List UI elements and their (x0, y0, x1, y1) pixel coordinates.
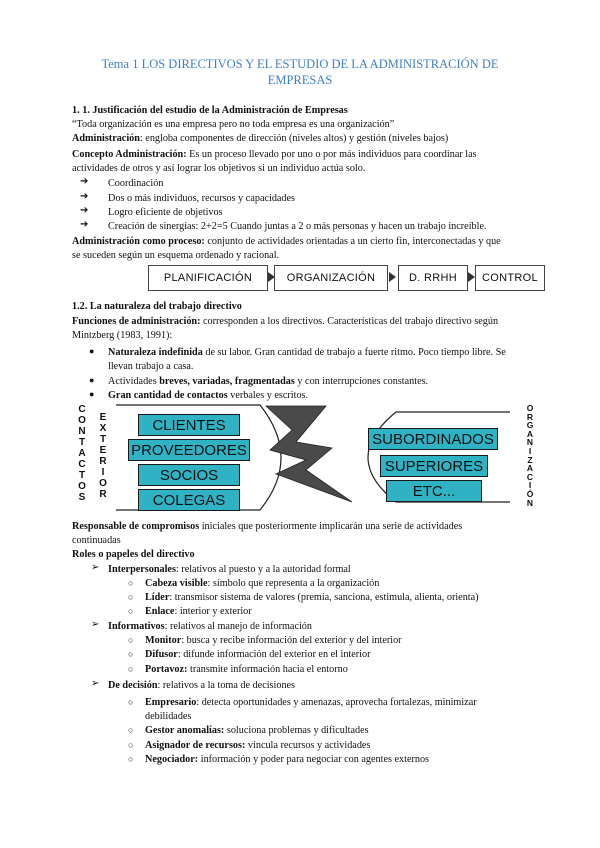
functions-line-2: Mintzberg (1983, 1991): (72, 330, 173, 341)
role-item-cont: debilidades (145, 711, 192, 722)
characteristic-1: Naturaleza indefinida de su labor. Gran cantidad de trabajo a fuerte ritmo. Poco tiempo libre. Se (108, 347, 506, 358)
circle-bullet-icon: ○ (128, 754, 134, 764)
lightning-bolt-icon (266, 406, 352, 502)
role-item: Difusor: difunde información del exterior en el interior (145, 649, 371, 660)
admin-definition: Administración: engloba componentes de dirección (niveles altos) y gestión (niveles bajos) (72, 133, 449, 144)
title-line-2: EMPRESAS (267, 73, 333, 87)
title-line-1: Tema 1 LOS DIRECTIVOS Y EL ESTUDIO DE LA ADMINISTRACIÓN DE (101, 57, 499, 71)
quote: “Toda organización es una empresa pero no toda empresa es una organización” (72, 119, 395, 130)
arrow-item: Coordinación (108, 178, 164, 189)
circle-bullet-icon: ○ (128, 649, 134, 659)
process-line-2: se suceden según un esquema ordenado y racional. (72, 250, 280, 261)
characteristic-1-cont: llevan trabajo a casa. (108, 361, 194, 372)
flow-step-control: CONTROL (475, 265, 545, 291)
dot-bullet-icon: ● (89, 389, 95, 399)
role-item: Líder: transmisor sistema de valores (premia, sanciona, estimula, alienta, orienta) (145, 592, 479, 603)
arrow-bullet-icon: ➔ (80, 219, 89, 230)
responsible-line-1: Responsable de compromisos iniciales que posteriormente implicarán una serie de actividades (72, 521, 463, 532)
circle-bullet-icon: ○ (128, 578, 134, 588)
concept-line-2: actividades de otros y así lograr los objetivos si un individuo actúa solo. (72, 163, 366, 174)
role-interpersonales: Interpersonales: relativos al puesto y a la autoridad formal (108, 564, 351, 575)
circle-bullet-icon: ○ (128, 592, 134, 602)
box-clientes: CLIENTES (138, 414, 240, 436)
flow-step-planificacion: PLANIFICACIÓN (148, 265, 268, 291)
role-item: Empresario: detecta oportunidades y amenazas, aprovecha fortalezas, minimizar (145, 697, 477, 708)
role-item: Monitor: busca y recibe información del exterior y del interior (145, 635, 402, 646)
role-item: Asignador de recursos: vincula recursos y actividades (145, 740, 371, 751)
box-subordinados: SUBORDINADOS (368, 428, 498, 450)
vertical-label-exterior: E X T E R I O R (99, 412, 107, 500)
flow-step-rrhh: D. RRHH (398, 265, 468, 291)
concept-line-1: Concepto Administración: Es un proceso llevado por uno o por más individuos para coordinar las (72, 149, 477, 160)
arrow-bullet-icon: ➔ (80, 205, 89, 216)
vertical-label-organizacion: O R G A N I Z A C I Ó N (526, 403, 534, 508)
triangle-arrow-icon: ➢ (91, 562, 100, 573)
box-colegas: COLEGAS (138, 489, 240, 511)
box-proveedores: PROVEEDORES (128, 439, 250, 461)
arrow-item: Dos o más individuos, recursos y capacidades (108, 193, 296, 204)
role-item: Portavoz: transmite información hacia el entorno (145, 664, 348, 675)
flow-step-organizacion: ORGANIZACIÓN (274, 265, 388, 291)
responsible-line-2: continuadas (72, 535, 121, 546)
dot-bullet-icon: ● (89, 346, 95, 356)
circle-bullet-icon: ○ (128, 740, 134, 750)
characteristic-3: Gran cantidad de contactos verbales y escritos. (108, 390, 309, 401)
arrow-item: Logro eficiente de objetivos (108, 207, 223, 218)
circle-bullet-icon: ○ (128, 606, 134, 616)
box-socios: SOCIOS (138, 464, 240, 486)
circle-bullet-icon: ○ (128, 664, 134, 674)
section-1-heading: 1. 1. Justificación del estudio de la Administración de Empresas (72, 105, 348, 116)
arrow-item: Creación de sinergias: 2+2=5 Cuando juntas a 2 o más personas y hacen un trabajo increíble. (108, 221, 487, 232)
box-superiores: SUPERIORES (380, 455, 488, 477)
flow-arrow-icon (388, 270, 398, 284)
arrow-bullet-icon: ➔ (80, 176, 89, 187)
role-informativos: Informativos: relativos al manejo de información (108, 621, 312, 632)
circle-bullet-icon: ○ (128, 725, 134, 735)
arrow-bullet-icon: ➔ (80, 191, 89, 202)
triangle-arrow-icon: ➢ (91, 619, 100, 630)
roles-heading: Roles o papeles del directivo (72, 549, 195, 560)
dot-bullet-icon: ● (89, 375, 95, 385)
process-line-1: Administración como proceso: conjunto de actividades orientadas a un cierto fin, interconectadas y que (72, 236, 501, 247)
page-title (80, 56, 520, 88)
vertical-label-contactos: C O N T A C T O S (78, 404, 86, 503)
box-etc: ETC... (386, 480, 482, 502)
role-item: Negociador: información y poder para negociar con agentes externos (145, 754, 430, 765)
functions-line-1: Funciones de administración: corresponden a los directivos. Características del trabajo directivo según (72, 316, 499, 327)
circle-bullet-icon: ○ (128, 697, 134, 707)
role-item: Cabeza visible: símbolo que representa a la organización (145, 578, 380, 589)
triangle-arrow-icon: ➢ (91, 678, 100, 689)
section-2-heading: 1.2. La naturaleza del trabajo directivo (72, 301, 242, 312)
characteristic-2: Actividades breves, variadas, fragmentadas y con interrupciones constantes. (108, 376, 429, 387)
circle-bullet-icon: ○ (128, 635, 134, 645)
role-item: Gestor anomalías: soluciona problemas y dificultades (145, 725, 369, 736)
role-item: Enlace: interior y exterior (145, 606, 252, 617)
role-decision: De decisión: relativos a la toma de decisiones (108, 680, 296, 691)
